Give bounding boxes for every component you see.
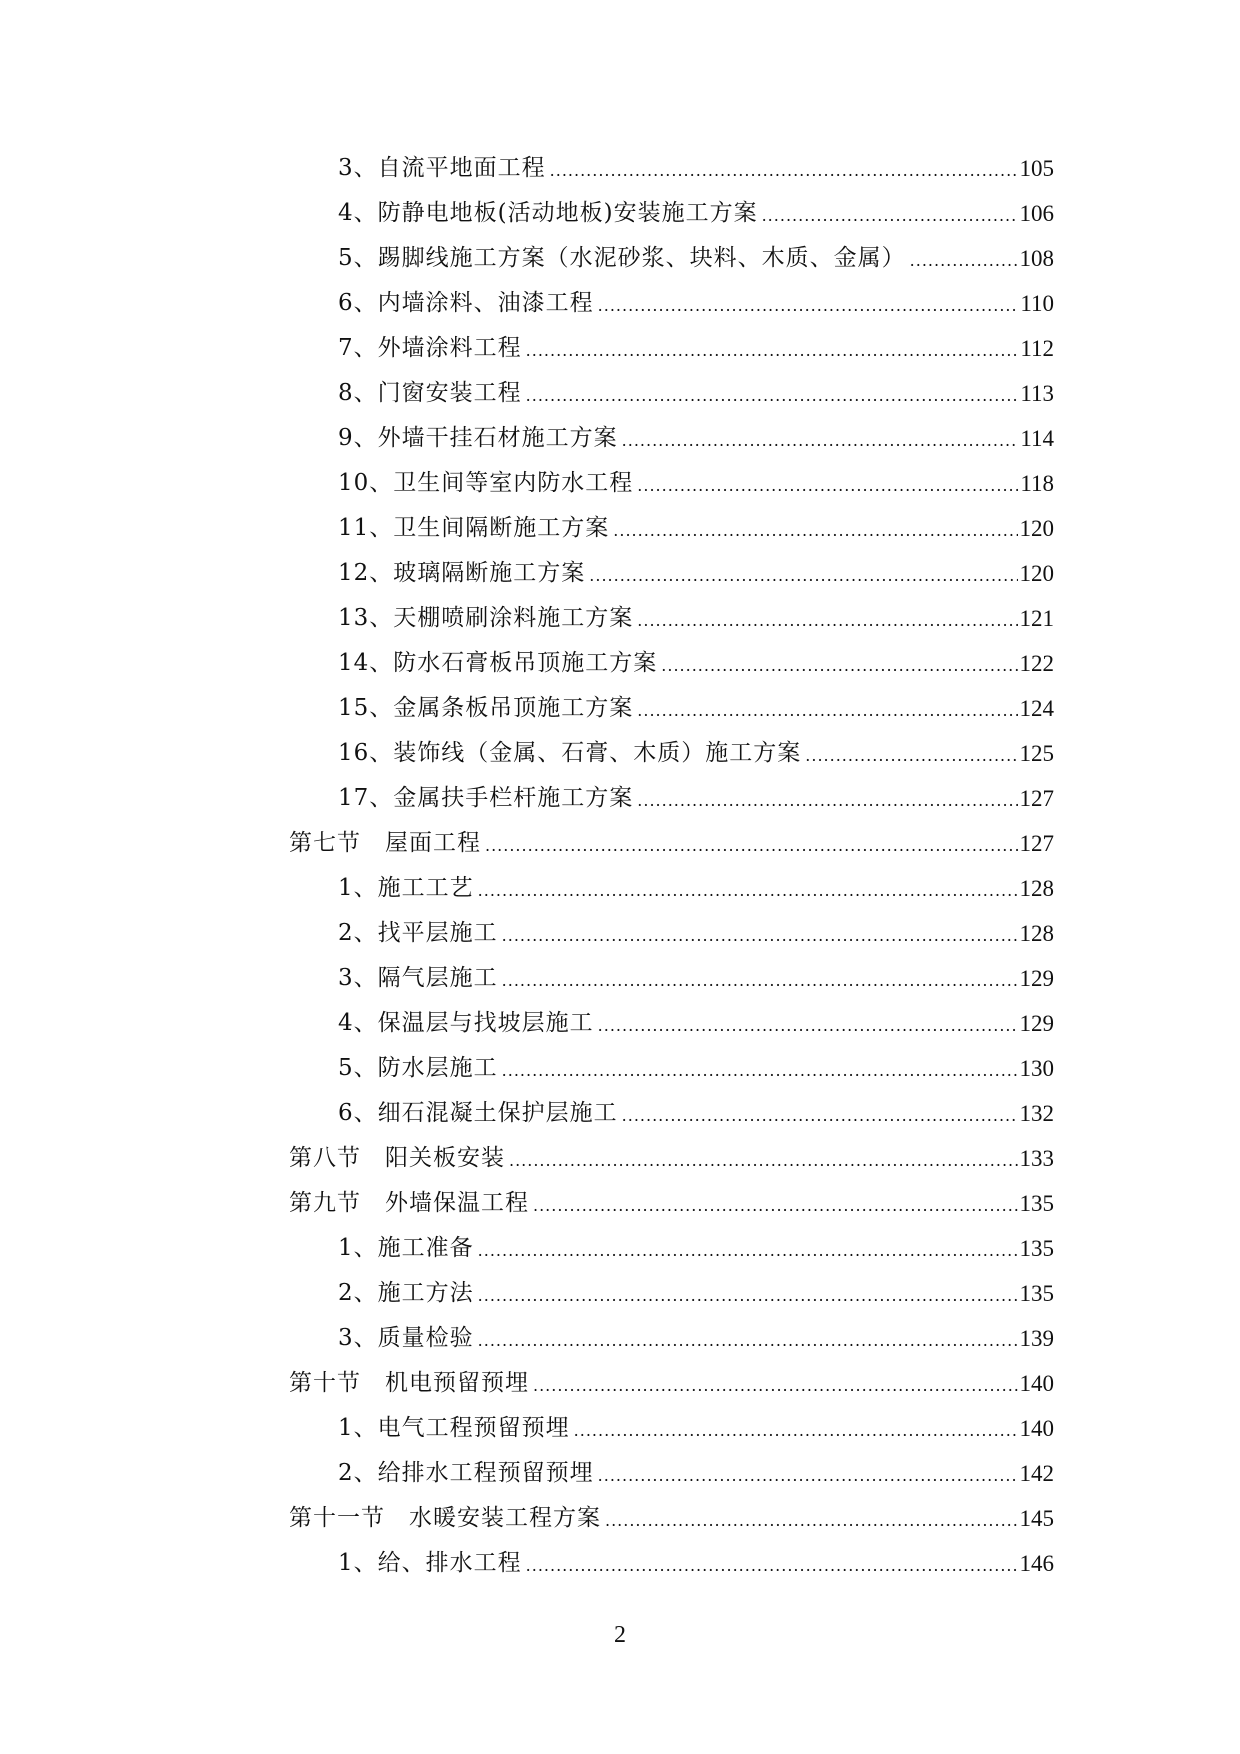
toc-entry-page: 127: [1019, 786, 1054, 811]
toc-entry-title: 3、隔气层施工: [338, 965, 498, 991]
toc-entry[interactable]: [0, 596, 1240, 641]
toc-entry-title: 12、玻璃隔断施工方案: [338, 560, 586, 586]
toc-entry-title: 9、外墙干挂石材施工方案: [338, 425, 618, 451]
toc-entry-title: 2、施工方法: [338, 1280, 474, 1306]
toc-entry-page: 121: [1019, 606, 1054, 631]
toc-entry-title: 7、外墙涂料工程: [338, 335, 522, 361]
toc-entry[interactable]: [0, 281, 1240, 326]
toc-entry-page: 124: [1019, 696, 1054, 721]
toc-entry-page: 128: [1019, 921, 1054, 946]
toc-entry-page: 120: [1019, 561, 1054, 586]
toc-entry-title: 4、保温层与找坡层施工: [338, 1010, 594, 1036]
toc-entry[interactable]: [0, 146, 1240, 191]
toc-entry[interactable]: [0, 686, 1240, 731]
toc-entry[interactable]: [0, 236, 1240, 281]
toc-entry[interactable]: [0, 461, 1240, 506]
toc-entry-page: 114: [1020, 426, 1054, 451]
toc-entry-title: 3、质量检验: [338, 1325, 474, 1351]
dot-leader: [661, 658, 1017, 674]
toc-entry-page: 135: [1019, 1281, 1054, 1306]
toc-entry-title: 15、金属条板吊顶施工方案: [338, 695, 634, 721]
toc-section[interactable]: [0, 1496, 1240, 1541]
dot-leader: [478, 1333, 1018, 1349]
toc-entry-title: 14、防水石膏板吊顶施工方案: [338, 650, 658, 676]
toc-entry-title: 4、防静电地板(活动地板)安装施工方案: [338, 200, 758, 226]
toc-entry-page: 120: [1019, 516, 1054, 541]
toc-entry-page: 129: [1019, 966, 1054, 991]
toc-entry[interactable]: [0, 1226, 1240, 1271]
toc-entry-title: 10、卫生间等室内防水工程: [338, 470, 634, 496]
toc-entry-title: 2、找平层施工: [338, 920, 498, 946]
toc-section-title: 第八节 阳关板安装: [289, 1145, 505, 1171]
toc-entry-page: 110: [1020, 291, 1054, 316]
toc-section[interactable]: [0, 1181, 1240, 1226]
dot-leader: [613, 523, 1017, 539]
toc-entry[interactable]: [0, 1001, 1240, 1046]
toc-entry-title: 13、天棚喷刷涂料施工方案: [338, 605, 634, 631]
dot-leader: [574, 1423, 1018, 1439]
toc-entry-page: 140: [1019, 1416, 1054, 1441]
toc-entry[interactable]: [0, 731, 1240, 776]
toc-entry[interactable]: [0, 371, 1240, 416]
dot-leader: [637, 703, 1017, 719]
dot-leader: [526, 1558, 1018, 1574]
toc-entry[interactable]: [0, 1316, 1240, 1361]
toc-entry-page: 146: [1019, 1551, 1054, 1576]
dot-leader: [509, 1153, 1018, 1169]
toc-entry[interactable]: [0, 1541, 1240, 1586]
dot-leader: [478, 1288, 1018, 1304]
toc-entry-page: 125: [1019, 741, 1054, 766]
toc-entry-title: 17、金属扶手栏杆施工方案: [338, 785, 634, 811]
toc-section-title: 第九节 外墙保温工程: [289, 1190, 529, 1216]
toc-entry-page: 118: [1020, 471, 1054, 496]
toc-entry[interactable]: [0, 776, 1240, 821]
dot-leader: [622, 433, 1019, 449]
toc-entry-title: 1、施工准备: [338, 1235, 474, 1261]
dot-leader: [622, 1108, 1018, 1124]
toc-entry[interactable]: [0, 416, 1240, 461]
toc-entry-page: 122: [1019, 651, 1054, 676]
toc-entry[interactable]: [0, 1091, 1240, 1136]
toc-entry-page: 106: [1019, 201, 1054, 226]
toc-entry-title: 6、细石混凝土保护层施工: [338, 1100, 618, 1126]
dot-leader: [550, 163, 1018, 179]
toc-entry[interactable]: [0, 1271, 1240, 1316]
dot-leader: [589, 568, 1017, 584]
dot-leader: [478, 1243, 1018, 1259]
dot-leader: [526, 388, 1019, 404]
toc-entry-page: 139: [1019, 1326, 1054, 1351]
dot-leader: [605, 1513, 1018, 1529]
table-of-contents: [0, 146, 1240, 1586]
dot-leader: [805, 748, 1017, 764]
toc-entry[interactable]: [0, 911, 1240, 956]
toc-entry-page: 130: [1019, 1056, 1054, 1081]
dot-leader: [533, 1198, 1018, 1214]
dot-leader: [637, 613, 1017, 629]
toc-entry-page: 135: [1019, 1236, 1054, 1261]
toc-section[interactable]: [0, 821, 1240, 866]
toc-entry[interactable]: [0, 641, 1240, 686]
dot-leader: [598, 1018, 1018, 1034]
toc-entry-title: 2、给排水工程预留预埋: [338, 1460, 594, 1486]
toc-entry-page: 105: [1019, 156, 1054, 181]
toc-entry-page: 108: [1019, 246, 1054, 271]
dot-leader: [533, 1378, 1018, 1394]
toc-entry[interactable]: [0, 1451, 1240, 1496]
toc-section-page: 140: [1019, 1371, 1054, 1396]
toc-section-page: 127: [1019, 831, 1054, 856]
toc-entry[interactable]: [0, 1406, 1240, 1451]
toc-entry-title: 11、卫生间隔断施工方案: [338, 515, 610, 541]
dot-leader: [910, 253, 1018, 269]
toc-section[interactable]: [0, 1136, 1240, 1181]
toc-entry-title: 16、装饰线（金属、石膏、木质）施工方案: [338, 740, 802, 766]
toc-entry[interactable]: [0, 506, 1240, 551]
toc-entry-title: 1、给、排水工程: [338, 1550, 522, 1576]
dot-leader: [502, 973, 1018, 989]
dot-leader: [526, 343, 1019, 359]
toc-entry[interactable]: [0, 956, 1240, 1001]
toc-section-page: 135: [1019, 1191, 1054, 1216]
toc-entry[interactable]: [0, 1046, 1240, 1091]
toc-section-title: 第七节 屋面工程: [289, 830, 481, 856]
toc-entry-title: 3、自流平地面工程: [338, 155, 546, 181]
dot-leader: [762, 208, 1018, 224]
toc-entry[interactable]: [0, 866, 1240, 911]
toc-section[interactable]: [0, 1361, 1240, 1406]
toc-entry[interactable]: [0, 551, 1240, 596]
dot-leader: [478, 883, 1018, 899]
dot-leader: [637, 793, 1017, 809]
dot-leader: [502, 928, 1018, 944]
toc-entry-page: 142: [1019, 1461, 1054, 1486]
toc-entry[interactable]: [0, 326, 1240, 371]
dot-leader: [502, 1063, 1018, 1079]
toc-section-page: 145: [1019, 1506, 1054, 1531]
dot-leader: [598, 1468, 1018, 1484]
toc-section-title: 第十一节 水暖安装工程方案: [289, 1505, 601, 1531]
toc-section-page: 133: [1019, 1146, 1054, 1171]
toc-entry-title: 5、防水层施工: [338, 1055, 498, 1081]
dot-leader: [637, 478, 1018, 494]
toc-entry-title: 1、电气工程预留预埋: [338, 1415, 570, 1441]
toc-entry-page: 113: [1020, 381, 1054, 406]
toc-entry-page: 129: [1019, 1011, 1054, 1036]
dot-leader: [485, 838, 1018, 854]
toc-entry-page: 128: [1019, 876, 1054, 901]
toc-section-title: 第十节 机电预留预埋: [289, 1370, 529, 1396]
toc-entry[interactable]: [0, 191, 1240, 236]
toc-entry-page: 132: [1019, 1101, 1054, 1126]
toc-entry-page: 112: [1020, 336, 1054, 361]
toc-entry-title: 5、踢脚线施工方案（水泥砂浆、块料、木质、金属）: [338, 245, 906, 271]
toc-entry-title: 1、施工工艺: [338, 875, 474, 901]
page-number: 2: [614, 1622, 626, 1648]
toc-entry-title: 8、门窗安装工程: [338, 380, 522, 406]
dot-leader: [598, 298, 1019, 314]
toc-entry-title: 6、内墙涂料、油漆工程: [338, 290, 594, 316]
